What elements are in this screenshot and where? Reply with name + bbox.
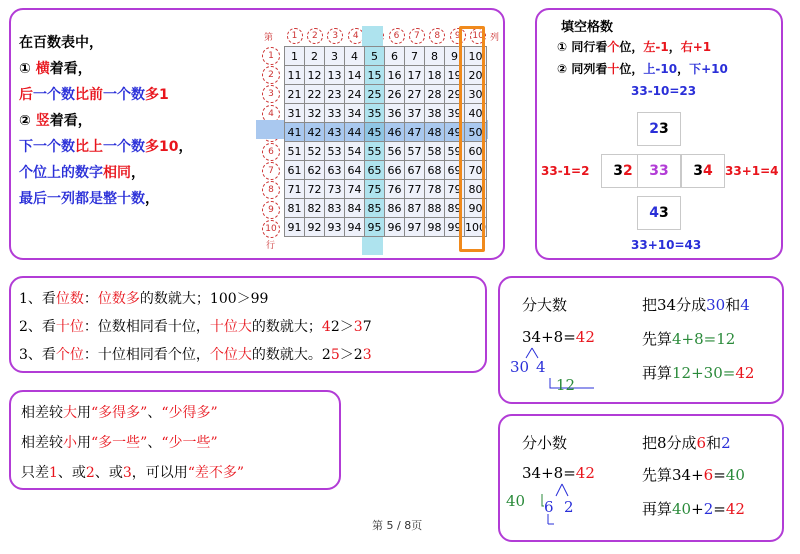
fill-blank-rule-row: ① 同行看个位，左-1，右+1 [557, 40, 712, 54]
row-label: 6 [262, 143, 280, 161]
grid-cell: 51 [285, 142, 305, 161]
grid-cell: 90 [465, 199, 487, 218]
row-label: 9 [262, 201, 280, 219]
grid-cell: 82 [305, 199, 325, 218]
column-label-text: 10 [470, 28, 486, 44]
split-small-equation: 34+8=42 [522, 464, 595, 482]
grid-row [285, 180, 487, 199]
grid-cell: 52 [305, 142, 325, 161]
grid-cell: 75 [365, 180, 385, 199]
rule-horizontal: ① 横着看， [19, 61, 92, 77]
grid-cell: 27 [405, 85, 425, 104]
grid-cell: 56 [385, 142, 405, 161]
grid-row [285, 66, 487, 85]
grid-row [285, 104, 487, 123]
grid-cell: 72 [305, 180, 325, 199]
grid-cell: 65 [365, 161, 385, 180]
grid-cell: 46 [385, 123, 405, 142]
grid-cell: 86 [385, 199, 405, 218]
eq-right: 33+1=4 [725, 164, 779, 178]
grid-cell: 25 [365, 85, 385, 104]
grid-cell: 57 [405, 142, 425, 161]
split-small-desc: 把8分成6和2 [642, 434, 731, 452]
grid-cell: 63 [325, 161, 345, 180]
split-small-part-2: 2 [564, 498, 574, 516]
column-label-text: 2 [307, 28, 323, 44]
split-big-step1: 先算4+8=12 [642, 330, 736, 348]
grid-cell: 23 [325, 85, 345, 104]
column-label [387, 28, 406, 44]
compare-panel [9, 276, 487, 373]
grid-cell: 94 [345, 218, 365, 237]
grid-cell: 70 [465, 161, 487, 180]
difference-panel [9, 390, 341, 490]
grid-cell: 6 [385, 47, 405, 66]
grid-cell: 21 [285, 85, 305, 104]
grid-cell: 79 [445, 180, 465, 199]
grid-cell: 64 [345, 161, 365, 180]
row-label: 10 [262, 220, 280, 238]
grid-cell: 88 [425, 199, 445, 218]
grid-cell: 93 [325, 218, 345, 237]
grid-cell: 37 [405, 104, 425, 123]
grid-cell: 15 [365, 66, 385, 85]
eq-bottom: 33+10=43 [631, 238, 702, 252]
grid-cell: 32 [305, 104, 325, 123]
diff-line-big: 相差较大用“多得多”、“少得多” [21, 405, 218, 421]
grid-cell: 14 [345, 66, 365, 85]
grid-cell: 76 [385, 180, 405, 199]
split-small-sum-40: 40 [506, 492, 526, 510]
grid-cell: 48 [425, 123, 445, 142]
column-label-text: 3 [327, 28, 343, 44]
split-small-step2: 再算40+2=42 [642, 500, 745, 518]
grid-cell: 73 [325, 180, 345, 199]
split-small-panel [498, 414, 784, 542]
row-label: 7 [262, 162, 280, 180]
hundreds-table [284, 46, 487, 237]
grid-cell: 84 [345, 199, 365, 218]
split-big-part-30: 30 [510, 358, 530, 376]
rule-vertical: ② 竖着看， [19, 113, 92, 129]
grid-cell: 7 [405, 47, 425, 66]
eq-left: 33-1=2 [541, 164, 590, 178]
column-label-text: 6 [389, 28, 405, 44]
diff-line-about: 只差1、或2、或3，可以用“差不多” [21, 465, 245, 481]
grid-cell: 62 [305, 161, 325, 180]
grid-cell: 66 [385, 161, 405, 180]
fill-blank-panel [535, 8, 783, 260]
rule-ones-same: 个位上的数字相同， [19, 165, 145, 181]
split-big-step2: 再算12+30=42 [642, 364, 755, 382]
grid-cell: 69 [445, 161, 465, 180]
grid-cell: 45 [365, 123, 385, 142]
grid-cell: 85 [365, 199, 385, 218]
grid-cell: 10 [465, 47, 487, 66]
grid-cell: 34 [345, 104, 365, 123]
split-big-sum-12: 12 [556, 376, 576, 394]
split-big-title: 分大数 [522, 296, 568, 314]
grid-cell: 61 [285, 161, 305, 180]
row-label: 4 [262, 105, 280, 123]
grid-cell: 98 [425, 218, 445, 237]
grid-cell: 77 [405, 180, 425, 199]
highlight-col-10-box [459, 26, 485, 252]
grid-cell: 12 [305, 66, 325, 85]
grid-cell: 83 [325, 199, 345, 218]
grid-cell: 17 [405, 66, 425, 85]
fill-blank-rule-col: ② 同列看十位，上-10，下+10 [557, 62, 728, 76]
grid-cell: 26 [385, 85, 405, 104]
grid-cell: 81 [285, 199, 305, 218]
grid-cell: 39 [445, 104, 465, 123]
grid-cell: 19 [445, 66, 465, 85]
grid-cell: 58 [425, 142, 445, 161]
diff-line-small: 相差较小用“多一些”、“少一些” [21, 435, 218, 451]
grid-cell: 43 [325, 123, 345, 142]
grid-cell: 55 [365, 142, 385, 161]
grid-cell: 13 [325, 66, 345, 85]
grid-cell: 38 [425, 104, 445, 123]
compare-line-ones: 3、看个位：十位相同看个位，个位大的数就大。25＞23 [19, 347, 372, 363]
grid-cell: 33 [325, 104, 345, 123]
column-label [326, 28, 345, 44]
grid-cell: 1 [285, 47, 305, 66]
grid-cell: 47 [405, 123, 425, 142]
compare-line-digits: 1、看位数：位数多的数就大；100＞99 [19, 291, 269, 307]
grid-cell: 74 [345, 180, 365, 199]
grid-cell: 100 [465, 218, 487, 237]
grid-cell: 9 [445, 47, 465, 66]
grid-cell: 30 [465, 85, 487, 104]
rules-title: 在百数表中， [19, 35, 103, 51]
column-label-text: 7 [409, 28, 425, 44]
grid-cell: 91 [285, 218, 305, 237]
grid-row [285, 85, 487, 104]
corner-label-top: 第 [264, 33, 274, 43]
grid-cell: 49 [445, 123, 465, 142]
corner-label-bottom: 行 [266, 241, 276, 251]
eq-top: 33-10=23 [631, 84, 697, 98]
page-indicator: 第 5 / 8页 [372, 519, 423, 532]
grid-cell: 80 [465, 180, 487, 199]
column-label-text: 4 [348, 28, 364, 44]
grid-cell: 50 [465, 123, 487, 142]
row-label: 8 [262, 181, 280, 199]
grid-cell: 87 [405, 199, 425, 218]
grid-cell: 36 [385, 104, 405, 123]
row-label: 1 [262, 47, 280, 65]
grid-cell: 35 [365, 104, 385, 123]
split-small-part-6: 6 [544, 498, 554, 516]
grid-cell: 89 [445, 199, 465, 218]
grid-row [285, 161, 487, 180]
grid-row [285, 142, 487, 161]
grid-cell: 20 [465, 66, 487, 85]
grid-cell: 22 [305, 85, 325, 104]
grid-cell: 16 [385, 66, 405, 85]
column-label [407, 28, 426, 44]
grid-cell: 60 [465, 142, 487, 161]
row-label: 2 [262, 66, 280, 84]
grid-cell: 41 [285, 123, 305, 142]
grid-cell: 95 [365, 218, 385, 237]
grid-cell: 2 [305, 47, 325, 66]
grid-cell: 8 [425, 47, 445, 66]
grid-row [285, 47, 487, 66]
fill-blank-title: 填空格数 [561, 20, 614, 35]
column-label-text: 8 [429, 28, 445, 44]
grid-cell: 11 [285, 66, 305, 85]
grid-cell: 5 [365, 47, 385, 66]
split-small-step1: 先算34+6=40 [642, 466, 745, 484]
grid-cell: 42 [305, 123, 325, 142]
grid-cell: 44 [345, 123, 365, 142]
grid-cell: 18 [425, 66, 445, 85]
grid-cell: 24 [345, 85, 365, 104]
grid-cell: 71 [285, 180, 305, 199]
cell-right: 34 [681, 154, 725, 188]
grid-cell: 28 [425, 85, 445, 104]
grid-row [285, 218, 487, 237]
grid-cell: 59 [445, 142, 465, 161]
grid-row [285, 123, 487, 142]
row-label: 3 [262, 85, 280, 103]
column-label [305, 28, 324, 44]
split-big-desc: 把34分成30和4 [642, 296, 750, 314]
grid-cell: 40 [465, 104, 487, 123]
cell-center: 33 [637, 154, 681, 188]
grid-cell: 92 [305, 218, 325, 237]
rule-horizontal-detail: 后一个数比前一个数多1 [19, 87, 169, 103]
grid-cell: 97 [405, 218, 425, 237]
cell-bottom: 43 [637, 196, 681, 230]
grid-cell: 78 [425, 180, 445, 199]
split-big-panel [498, 276, 784, 404]
grid-cell: 96 [385, 218, 405, 237]
grid-cell: 29 [445, 85, 465, 104]
hundreds-chart-rules [19, 30, 192, 212]
column-label-text: 1 [287, 28, 303, 44]
split-big-part-4: 4 [536, 358, 546, 376]
grid-cell: 4 [345, 47, 365, 66]
grid-row [285, 199, 487, 218]
grid-cell: 68 [425, 161, 445, 180]
cell-top: 23 [637, 112, 681, 146]
grid-cell: 53 [325, 142, 345, 161]
grid-cell: 99 [445, 218, 465, 237]
cell-left: 32 [601, 154, 645, 188]
split-big-equation: 34+8=42 [522, 328, 595, 346]
grid-cell: 31 [285, 104, 305, 123]
grid-cell: 54 [345, 142, 365, 161]
compare-line-tens: 2、看十位：位数相同看十位，十位大的数就大；42＞37 [19, 319, 372, 335]
rule-vertical-detail: 下一个数比上一个数多10， [19, 139, 193, 155]
grid-cell: 3 [325, 47, 345, 66]
split-small-title: 分小数 [522, 434, 568, 452]
rule-last-column: 最后一列都是整十数， [19, 191, 159, 207]
column-label [285, 28, 304, 44]
grid-cell: 67 [405, 161, 425, 180]
column-label [428, 28, 447, 44]
column-label-text: 9 [450, 28, 466, 44]
corner-label-right: 列 [490, 33, 500, 43]
